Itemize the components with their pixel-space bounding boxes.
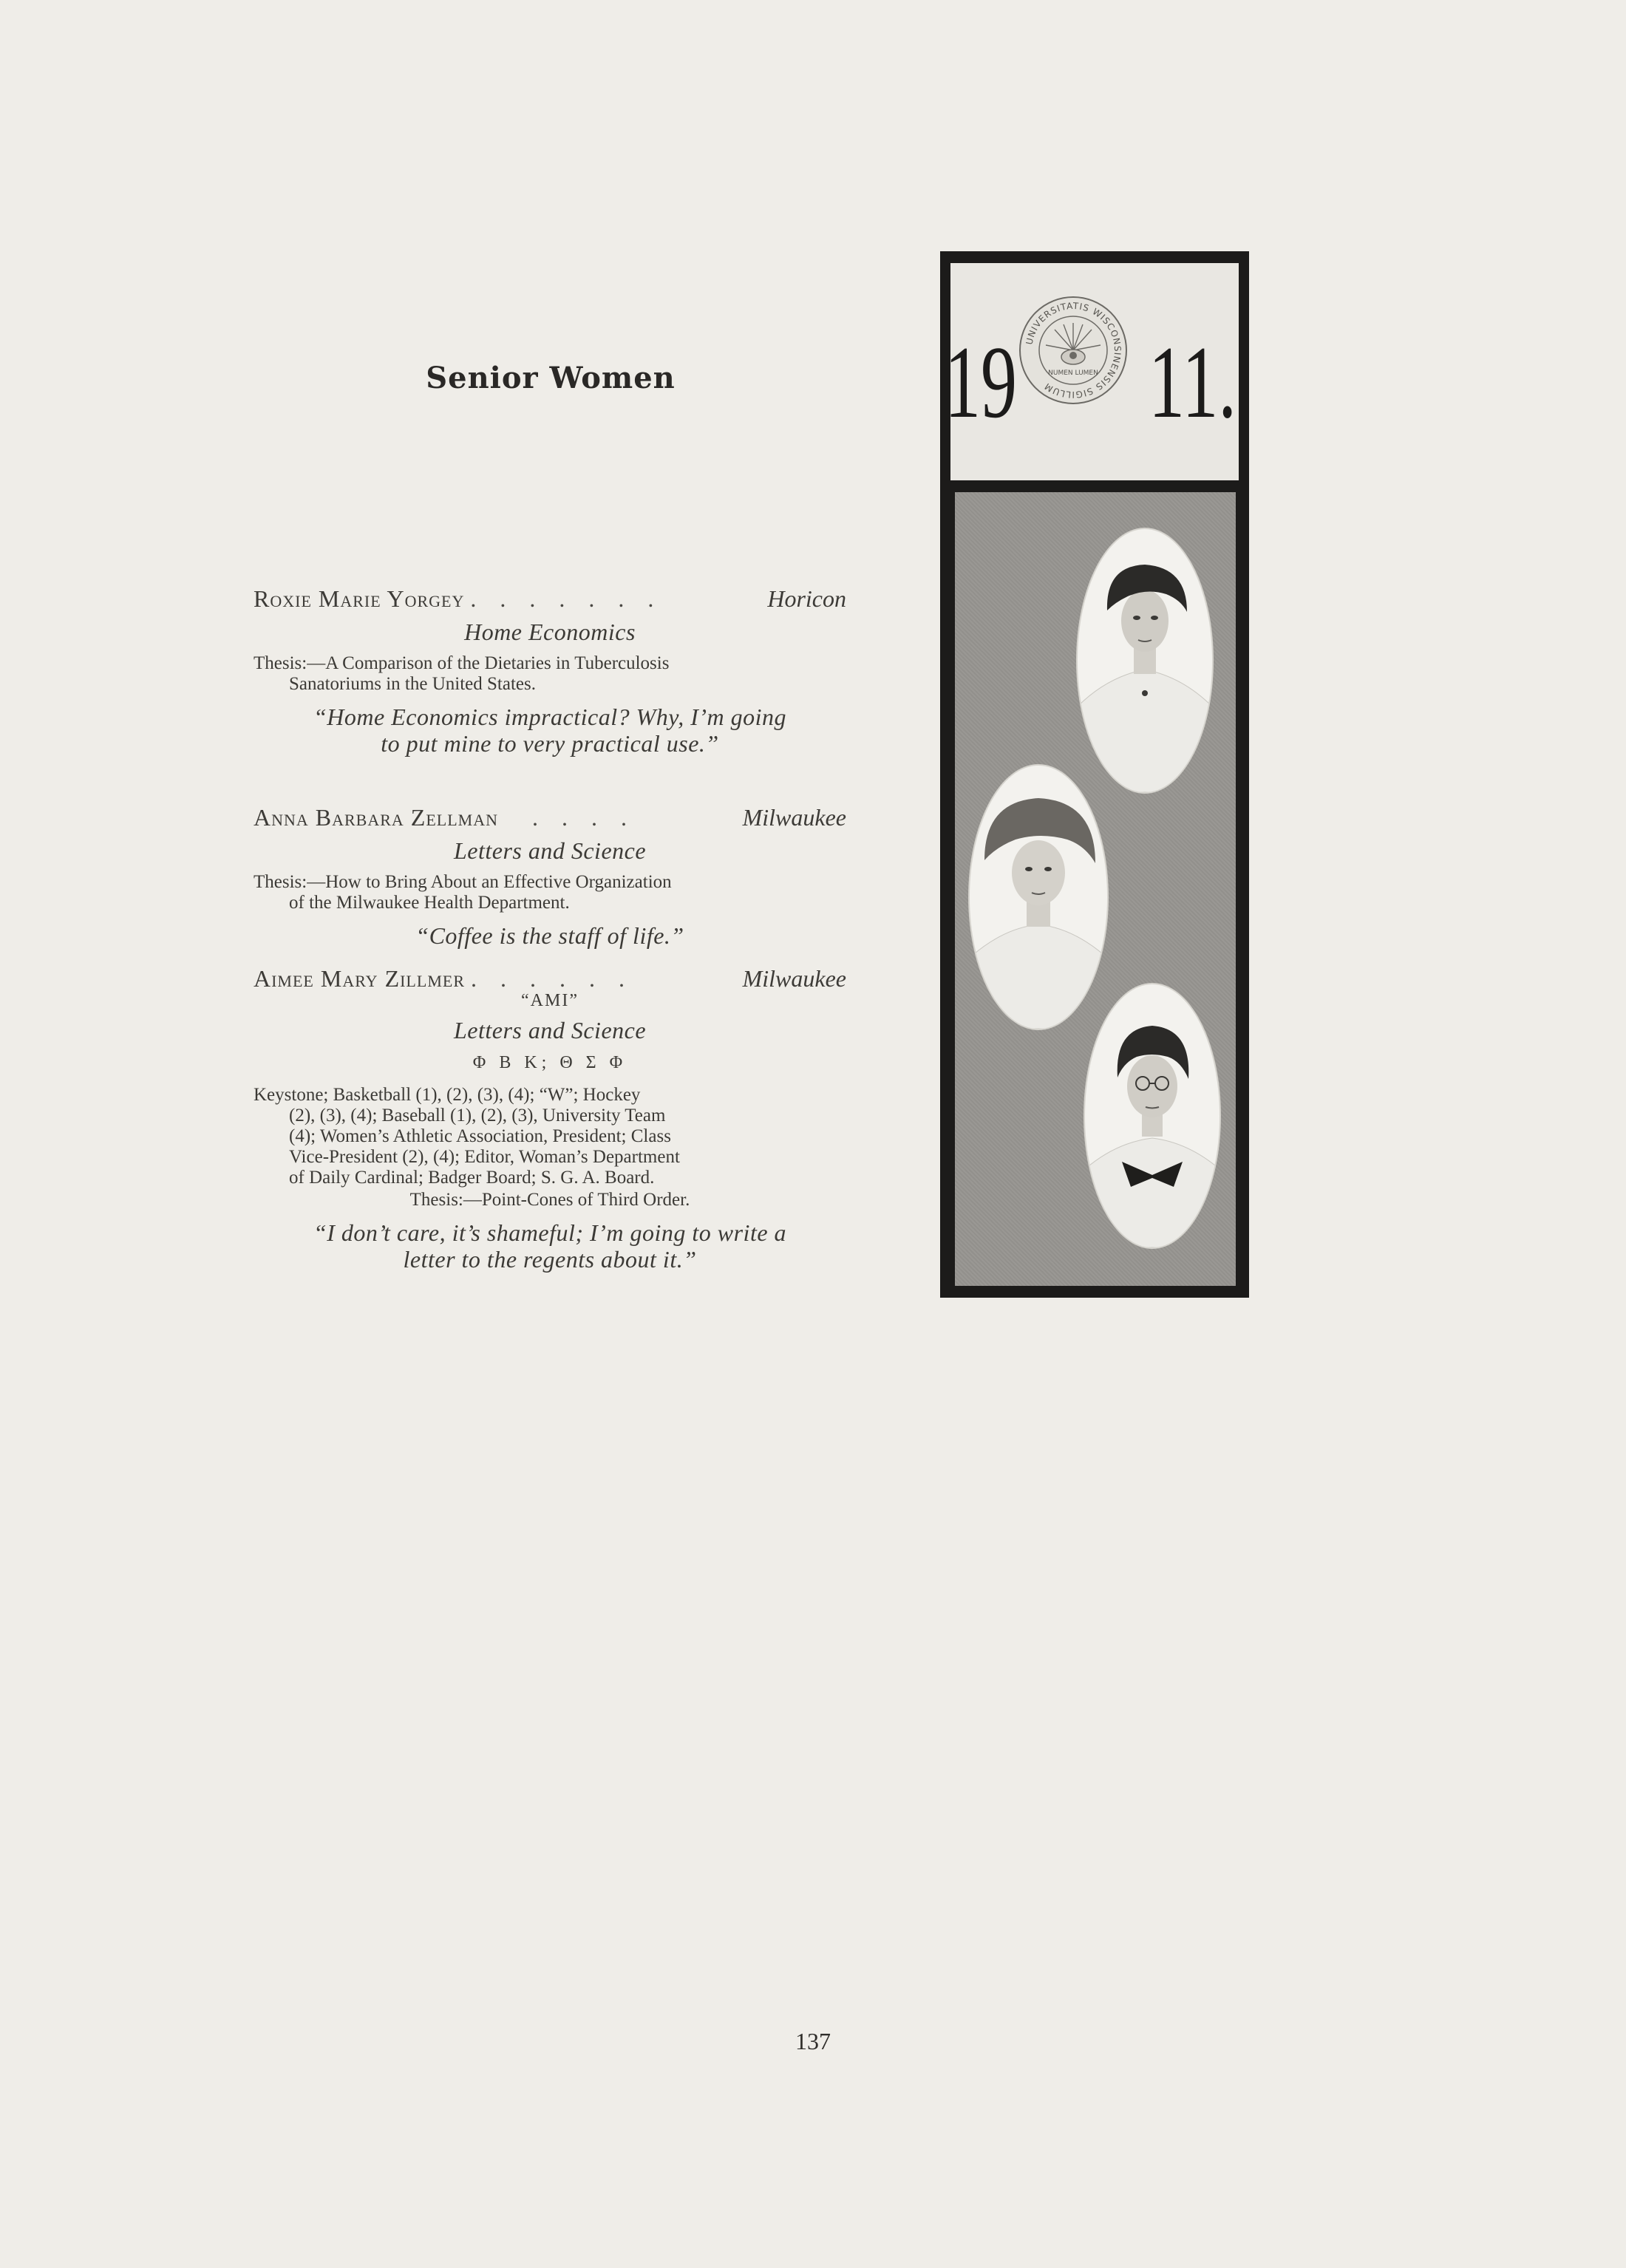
student-name: Anna Barbara Zellman (254, 804, 498, 831)
page-title: Senior Women (426, 361, 676, 395)
quote-line: “Home Economics impractical? Why, I’m going (313, 704, 787, 730)
thesis-line: Sanatoriums in the United States. (289, 674, 536, 694)
university-seal-icon (1018, 295, 1129, 409)
leader-dots: . . . . . . . (470, 585, 663, 612)
hometown: Milwaukee (742, 965, 846, 992)
name-line (254, 585, 846, 613)
quote (254, 704, 846, 757)
year-banner (945, 263, 1239, 480)
quote-line: letter to the regents about it.” (403, 1246, 697, 1273)
thesis-line: Thesis:—A Comparison of the Dietaries in Tuberculosis (254, 653, 670, 673)
thesis (254, 872, 846, 913)
thesis: Thesis:—Point-Cones of Third Order. (409, 1190, 690, 1210)
quote (254, 922, 846, 949)
activities-line: Vice-President (2), (4); Editor, Woman’s Department (289, 1147, 680, 1167)
activities-line: (4); Women’s Athletic Association, President; Class (289, 1126, 671, 1146)
student-name: Aimee Mary Zillmer (254, 965, 465, 992)
leader-dots: . . . . . . (471, 965, 633, 992)
page-number: 137 (795, 2028, 831, 2054)
hometown: Milwaukee (742, 804, 846, 831)
leader-dots: . . . . (532, 804, 636, 831)
thesis-line: Thesis:—How to Bring About an Effective Organization (254, 872, 672, 892)
entry-anna-barbara-zellman (254, 804, 846, 949)
department: Home Economics (464, 619, 636, 645)
portrait-roxie-yorgey (1078, 529, 1212, 792)
photo-background (955, 492, 1236, 1286)
name-line (254, 804, 846, 831)
greek-letters: Φ Β Κ; Θ Σ Φ (472, 1053, 627, 1072)
quote (254, 1219, 846, 1273)
portrait-panel (940, 251, 1249, 1298)
portrait-anna-zellman (970, 766, 1107, 1029)
nickname: “AMI” (521, 991, 579, 1010)
department: Letters and Science (453, 837, 647, 864)
name-line (254, 965, 846, 992)
activities-line: Keystone; Basketball (1), (2), (3), (4); “W”; Hockey (254, 1085, 641, 1105)
thesis-line: of the Milwaukee Health Department. (289, 893, 570, 913)
portrait-aimee-zillmer (1085, 984, 1220, 1247)
activities (254, 1085, 846, 1188)
department: Letters and Science (453, 1017, 647, 1043)
year-left: 19 (945, 325, 1017, 440)
hometown: Horicon (767, 585, 846, 612)
quote-line: “I don’t care, it’s shameful; I’m going to write a (313, 1219, 787, 1246)
activities-line: (2), (3), (4); Baseball (1), (2), (3), University Team (289, 1106, 666, 1126)
activities-line: of Daily Cardinal; Badger Board; S. G. A. Board. (289, 1168, 655, 1188)
year-right: 11. (1149, 325, 1236, 440)
entry-aimee-mary-zillmer (254, 965, 846, 1273)
quote-line: “Coffee is the staff of life.” (415, 922, 684, 949)
svg-text:UNIVERSITATIS WISCONSINENSIS S: UNIVERSITATIS WISCONSINENSIS SIGILLUM (1024, 300, 1123, 401)
thesis (254, 653, 846, 695)
student-name: Roxie Marie Yorgey (254, 585, 465, 612)
entry-roxie-marie-yorgey (254, 585, 846, 757)
svg-text:NUMEN LUMEN: NUMEN LUMEN (1048, 370, 1098, 377)
quote-line: to put mine to very practical use.” (381, 730, 719, 757)
